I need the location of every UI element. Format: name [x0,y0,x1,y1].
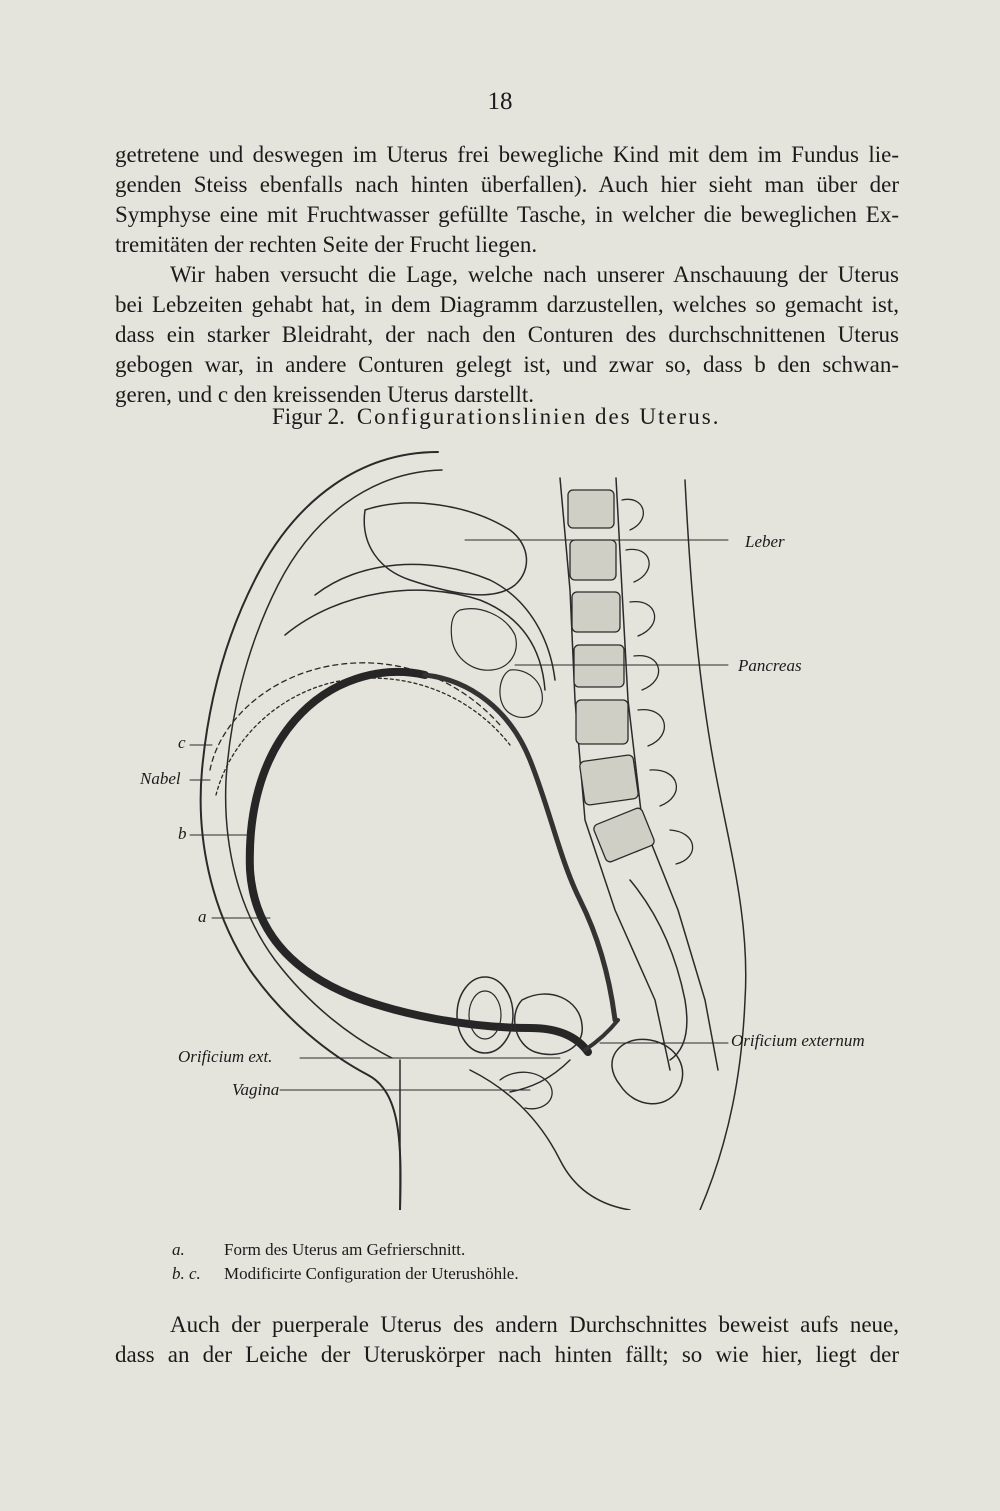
paragraph-1-line: tremitäten der rechten Seite der Frucht liegen. [115,232,538,257]
back-outline [685,480,746,1210]
paragraph-3-line: dass an der Leiche der Uteruskörper nach hinten fällt; so wie hier, liegt der [115,1342,899,1367]
symphysis [457,977,513,1053]
caption-key: b. c. [172,1264,201,1283]
vertebrae [568,490,656,863]
vertebra [570,540,616,580]
vertebra [579,754,639,805]
paragraph-1-line: genden Steiss ebenfalls nach hinten überfallen). Auch hier sieht man über der [115,172,899,197]
page-number: 18 [487,88,513,115]
organ-outline [451,609,516,670]
paragraph-2-line: Wir haben versucht die Lage, welche nach unserer Anschauung der Uterus [170,262,899,287]
figure-caption-line [172,1240,465,1260]
label-leber: Leber [745,532,785,551]
vertebra [574,645,624,687]
figure-number: Figur 2. [272,404,345,429]
paragraph-3-line: Auch der puerperale Uterus des andern Durchschnittes beweist aufs neue, [170,1312,899,1337]
leader-lines [190,540,728,1090]
liver-outline [364,503,526,595]
vertebra [572,592,620,632]
figure-caption-line [172,1264,519,1284]
label-c: c [178,733,186,752]
perineum-outline [470,1070,630,1210]
paragraph-2-line: bei Lebzeiten gehabt hat, in dem Diagramm darzustellen, welches so gemacht ist, [115,292,899,317]
vertebra [568,490,614,528]
paragraph-2-line: dass ein starker Bleidraht, der nach den Conturen des durchschnittenen Uterus [115,322,899,347]
label-vagina: Vagina [232,1080,280,1099]
caption-key: a. [172,1240,185,1259]
caption-text: Form des Uterus am Gefrierschnitt. [224,1240,466,1259]
label-orificium-ext: Orificium ext. [178,1047,273,1066]
caption-text: Modificirte Configuration der Uterushöhle. [224,1264,519,1283]
paragraph-1-line: Symphyse eine mit Fruchtwasser gefüllte Tasche, in welcher die beweglichen Ex- [115,202,899,227]
sacrum-outline [630,880,687,1060]
uterus-contour-a-lower [585,1020,618,1050]
figure-title [272,404,720,430]
organ-outline [500,670,542,718]
vertebra [576,700,628,744]
vertebra [592,807,655,864]
label-a: a [198,907,207,926]
paragraph-2-line: geren, und c den kreissenden Uterus darstellt. [115,382,534,407]
label-pancreas: Pancreas [738,656,802,675]
figure-title-text: Configurationslinien des Uterus. [356,404,721,429]
label-b: b [178,824,187,843]
label-nabel: Nabel [140,769,181,788]
paragraph-2-line: gebogen war, in andere Conturen gelegt ist, und zwar so, dass b den schwan- [115,352,899,377]
paragraph-1-line: getretene und deswegen im Uterus frei bewegliche Kind mit dem im Fundus lie- [115,142,899,167]
rectum-outline [612,1039,683,1103]
label-orificium-externum: Orificium externum [731,1031,865,1050]
abdominal-wall-inner-outline [226,470,442,1058]
symphysis-inner [469,991,501,1039]
